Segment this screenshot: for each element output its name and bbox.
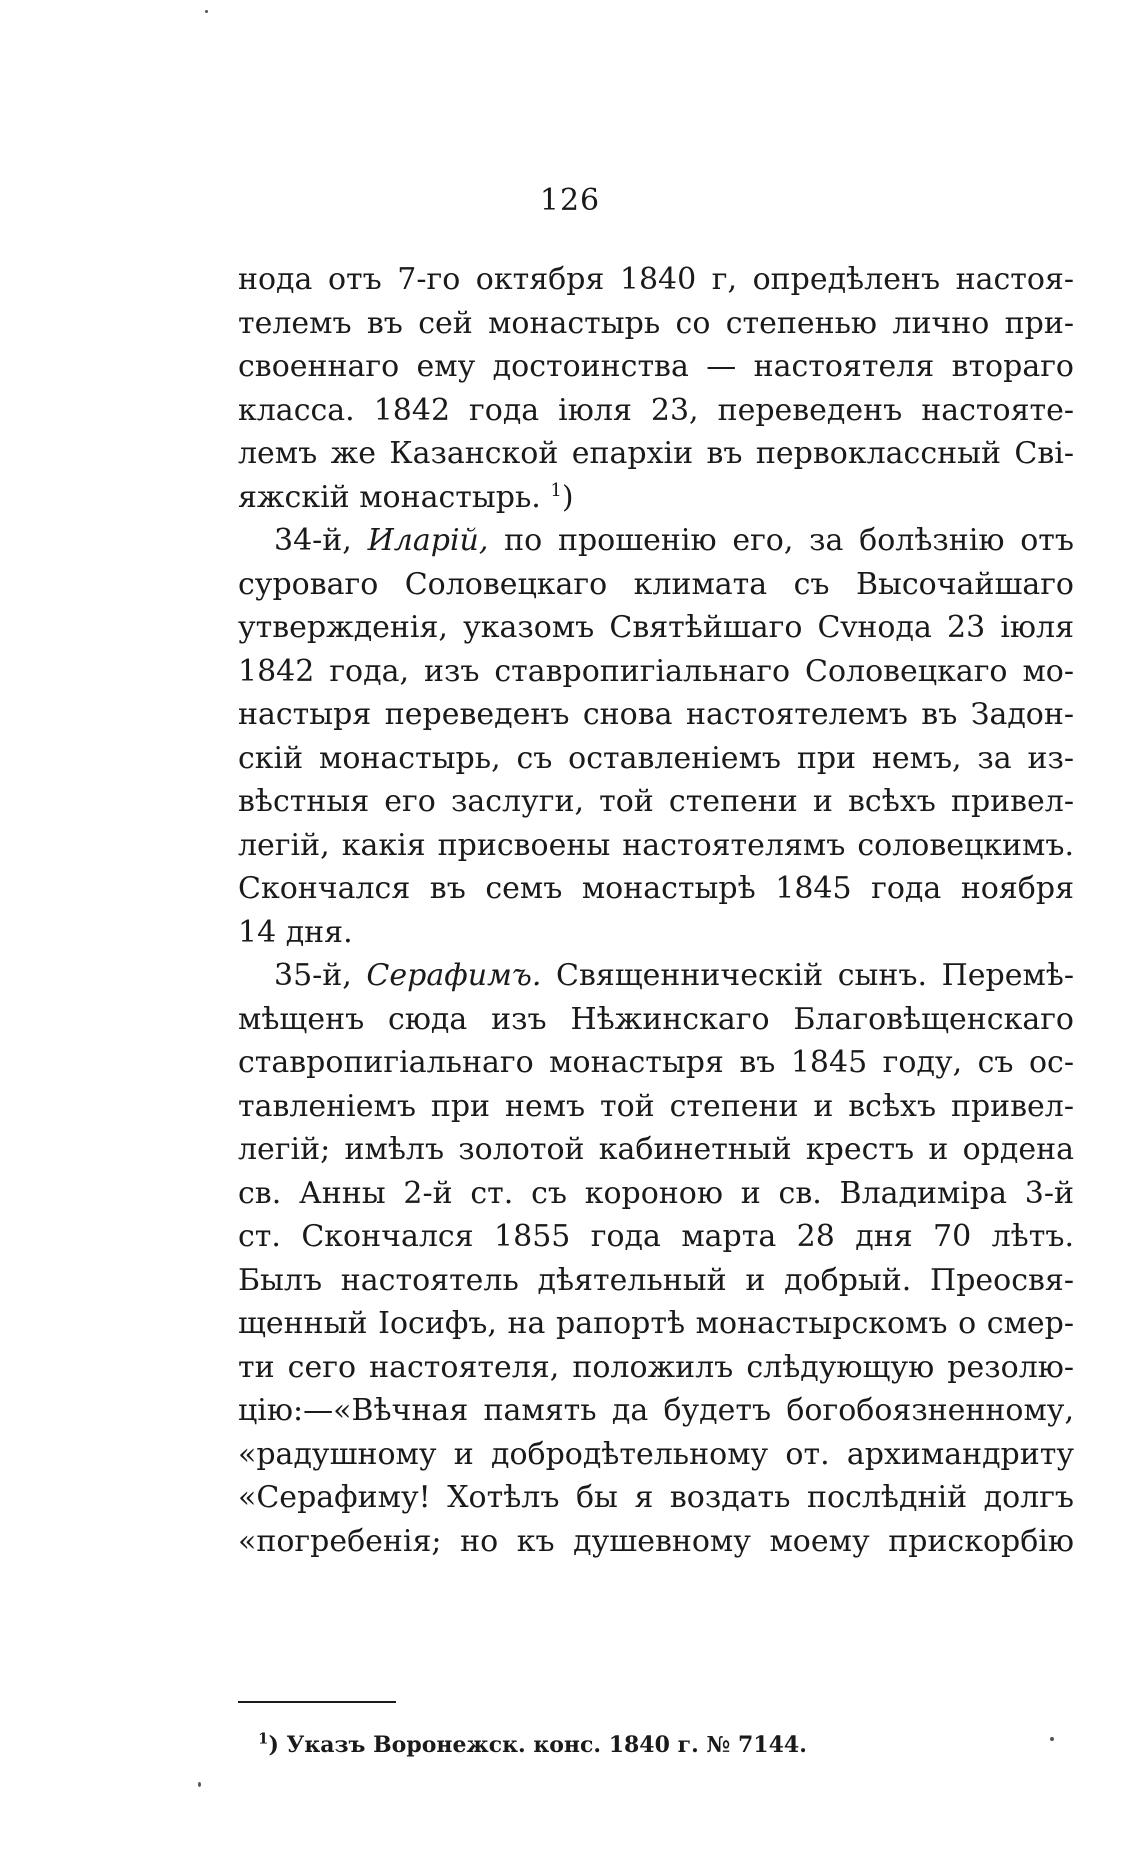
text-line: цію:—«Вѣчная память да будетъ богобоязненному, (238, 1393, 1074, 1428)
text-line: своеннаго ему достоинства — настоятеля втораго (238, 349, 1074, 384)
text-fragment: ) (561, 479, 574, 515)
body-text (238, 258, 1074, 1563)
text-line: ти сего настоятеля, положилъ слѣдующую резолю- (238, 1349, 1074, 1385)
text-line (238, 476, 1074, 520)
text-line: 14 дня. (238, 914, 353, 950)
abbot-name: Серафимъ. (366, 958, 542, 993)
scan-speck (1050, 1737, 1054, 1741)
text-fragment: Священническій сынъ. Перемѣ- (556, 958, 1074, 993)
text-line: 1842 года, изъ ставропигіальнаго Соловецкаго мо- (238, 653, 1074, 689)
text-line: мѣщенъ сюда изъ Нѣжинскаго Благовѣщенскаго (238, 1001, 1074, 1037)
footnote (258, 1729, 807, 1758)
text-line: суроваго Соловецкаго климата съ Высочайшаго (238, 566, 1074, 602)
text-line: лемъ же Казанской епархіи въ первоклассный Сві- (238, 436, 1074, 471)
text-line: класса. 1842 года іюля 23, переведенъ настояте- (238, 392, 1074, 428)
text-line (238, 954, 1074, 998)
text-line: легій; имѣлъ золотой кабинетный крестъ и ордена (238, 1132, 1074, 1167)
text-line: утвержденія, указомъ Святѣйшаго Сvнода 23 іюля (238, 610, 1074, 645)
text-line: «радушному и добродѣтельному от. архимандриту (238, 1436, 1074, 1472)
text-line: ставропигіальнаго монастыря въ 1845 году, съ ос- (238, 1045, 1074, 1080)
entry-number: 34-й, (274, 523, 352, 558)
footnote-marker: 1 (258, 1729, 269, 1748)
text-line: нода отъ 7-го октября 1840 г, опредѣленъ настоя- (238, 262, 1074, 297)
text-line: «погребенія; но къ душевному моему прискорбію (238, 1523, 1074, 1559)
text-fragment: по прошенію его, за болѣзнію отъ (504, 523, 1074, 558)
text-line: «Серафиму! Хотѣлъ бы я воздать послѣдній долгъ (238, 1480, 1074, 1515)
text-line: вѣстныя его заслуги, той степени и всѣхъ привел- (238, 784, 1074, 819)
text-line: настыря переведенъ снова настоятелемъ въ Задон- (238, 697, 1074, 732)
text-line: легій, какія присвоены настоятелямъ соловецкимъ. (238, 827, 1074, 863)
scan-speck (198, 1782, 201, 1787)
entry-number: 35-й, (274, 958, 352, 993)
footnote-text: ) Указъ Воронежск. конс. 1840 г. № 7144. (268, 1732, 807, 1758)
text-line: скій монастырь, съ оставленіемъ при немъ, за из- (238, 740, 1074, 776)
text-line (238, 519, 1074, 563)
text-line: тавленіемъ при немъ той степени и всѣхъ привел- (238, 1088, 1074, 1124)
footnote-ref: 1 (550, 479, 562, 501)
text-fragment: яжскій монастырь. (238, 479, 541, 515)
footnote-divider (238, 1701, 396, 1703)
text-line: телемъ въ сей монастырь со степенью лично при- (238, 305, 1074, 341)
text-line: Былъ настоятель дѣятельный и добрый. Преосвя- (238, 1262, 1074, 1298)
abbot-name: Иларій, (367, 523, 489, 558)
page-number: 126 (539, 183, 601, 218)
text-line: Скончался въ семъ монастырѣ 1845 года ноября (238, 871, 1074, 906)
text-line: ст. Скончался 1855 года марта 28 дня 70 лѣтъ. (238, 1219, 1074, 1254)
text-line: св. Анны 2-й ст. съ короною и св. Владиміра 3-й (238, 1175, 1074, 1211)
text-line: щенный Іосифъ, на рапортѣ монастырскомъ о смер- (238, 1306, 1074, 1341)
scan-speck (205, 10, 208, 13)
